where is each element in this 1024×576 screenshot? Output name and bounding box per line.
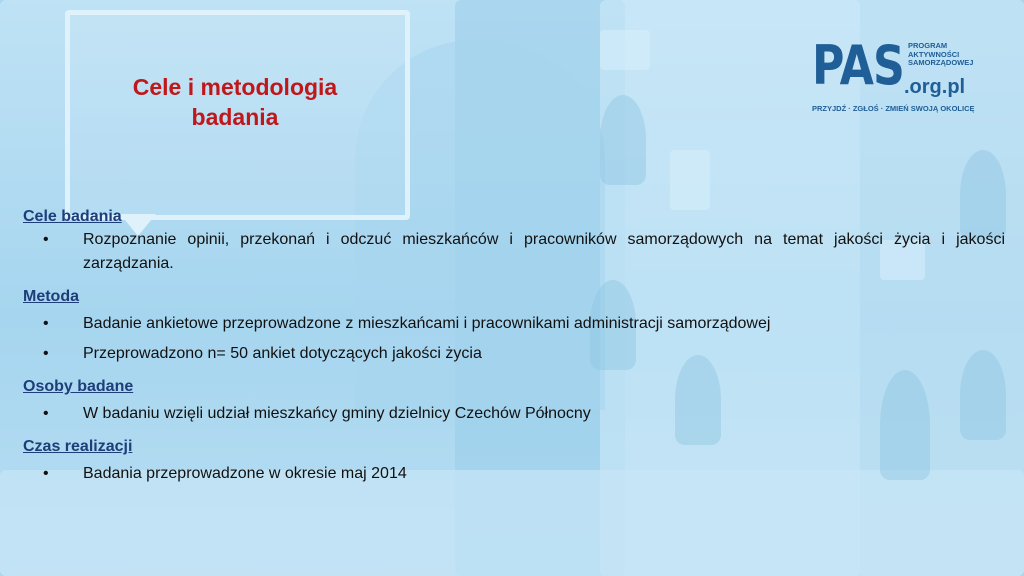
section-goals <box>23 206 1005 276</box>
list-item <box>23 228 1005 276</box>
section-heading: Czas realizacji <box>23 438 133 455</box>
pas-logo <box>812 36 992 122</box>
list-item-text: Rozpoznanie opinii, przekonań i odczuć mieszkańców i pracowników samorządowych na temat jakości życia i jakości zarządzania. <box>83 231 1005 272</box>
logo-domain: .org.pl <box>904 76 966 98</box>
bullet: • <box>43 465 49 482</box>
logo-brand: PAS <box>812 34 905 97</box>
logo-slogan: PRZYJDŹ · ZGŁOŚ · ZMIEŃ SWOJĄ OKOLICĘ <box>812 104 975 113</box>
bullet: • <box>43 405 49 422</box>
logo-program-line1: PROGRAM <box>908 41 948 50</box>
list-item <box>23 402 1005 426</box>
section-timing <box>23 436 1005 486</box>
section-respondents <box>23 376 1005 426</box>
list-item-text: Badania przeprowadzone w okresie maj 2014 <box>83 465 407 482</box>
list-item <box>23 462 1005 486</box>
bullet: • <box>43 231 49 248</box>
slide-title-line2: badania <box>191 104 279 130</box>
logo-program-text <box>908 42 973 68</box>
slide-content <box>23 206 1005 486</box>
list-item-text: Badanie ankietowe przeprowadzone z mieszkańcami i pracownikami administracji samorządowej <box>83 315 771 332</box>
list-item-text: Przeprowadzono n= 50 ankiet dotyczących jakości życia <box>83 345 482 362</box>
section-heading: Metoda <box>23 288 79 305</box>
slide-title-line1: Cele i metodologia <box>132 74 338 100</box>
slide-title <box>80 72 390 132</box>
list-item <box>23 342 1005 366</box>
bullet: • <box>43 345 49 362</box>
list-item-text: W badaniu wzięli udział mieszkańcy gminy dzielnicy Czechów Północny <box>83 405 591 422</box>
bullet: • <box>43 315 49 332</box>
section-heading: Osoby badane <box>23 378 134 395</box>
section-method <box>23 286 1005 366</box>
section-heading: Cele badania <box>23 208 122 225</box>
list-item <box>23 312 1005 336</box>
logo-program-line3: SAMORZĄDOWEJ <box>908 58 974 67</box>
logo-program-line2: AKTYWNOŚCI <box>908 49 960 59</box>
